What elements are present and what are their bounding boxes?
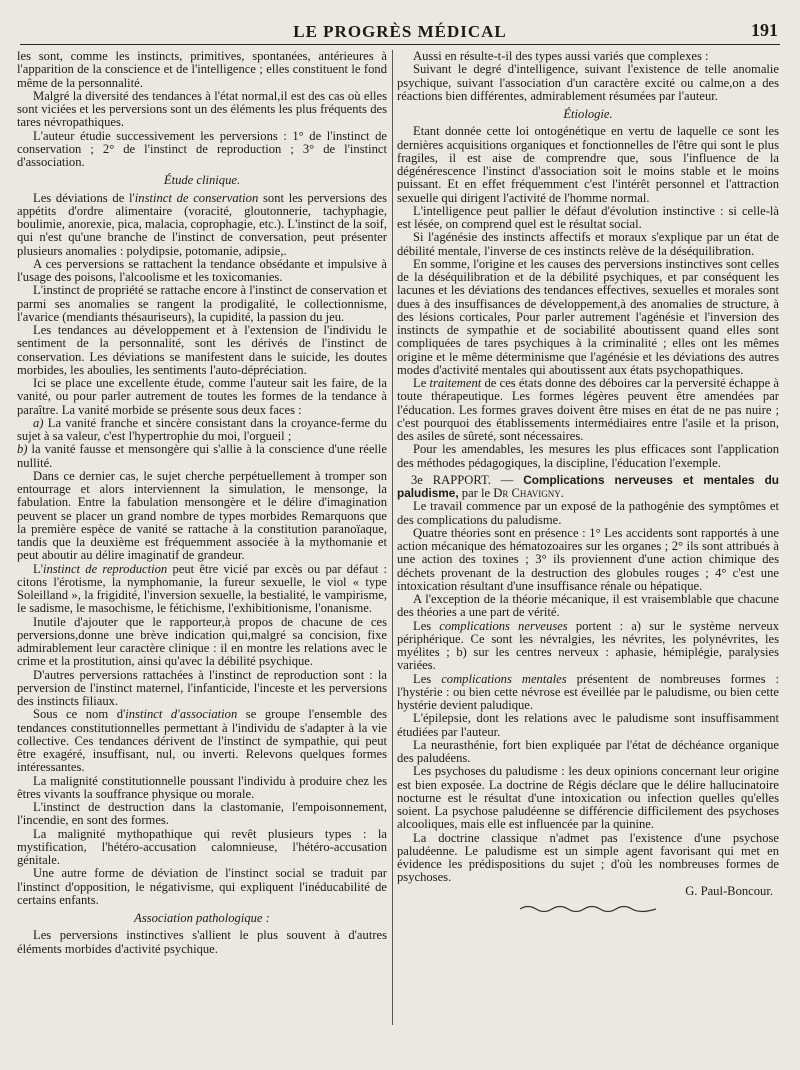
section-heading: Étiologie. bbox=[563, 107, 613, 121]
paragraph: L'auteur étudie successivement les perversions : 1° de l'instinct de conservation ; 2° de l'instinct de reproduction ; 3° de l'instinct d'association. bbox=[17, 128, 387, 169]
paragraph: Si l'agénésie des instincts affectifs et moraux s'explique par un état de débilité mentale, l'inverse de ces instincts relève de la déséquilibration. bbox=[397, 230, 779, 258]
section-heading: Association pathologique : bbox=[134, 911, 270, 925]
paragraph: Une autre forme de déviation de l'instinct social se traduit par l'instinct d'opposition, le négativisme, qui expliquent l'inéducabilité de certains enfants. bbox=[17, 866, 387, 907]
paragraph: L'instinct de propriété se rattache encore à l'instinct de conservation et parmi ses anomalies se rangent la prodigalité, le collectionnisme, l'avarice (mendiants thésauriseurs), la cupidité, la passion du jeu. bbox=[17, 283, 387, 324]
paragraph: Les perversions instinctives s'allient le plus souvent à d'autres éléments morbides d'activité psychique. bbox=[17, 928, 387, 956]
end-flourish bbox=[397, 904, 779, 917]
paragraph: D'autres perversions rattachées à l'instinct de reproduction sont : la perversion de l'instinct maternel, l'infanticide, l'inceste et les perversions des instincts filiaux. bbox=[17, 667, 387, 708]
italic-term: instinct de reproduction bbox=[42, 561, 168, 576]
italic-term: instinct d'association bbox=[125, 707, 238, 722]
paragraph: A l'exception de la théorie mécanique, il est vraisemblable que chacune des théories a une part de vérité. bbox=[397, 592, 779, 620]
page-number: 191 bbox=[751, 20, 778, 40]
paragraph: La malignité constitutionnelle poussant l'individu à produire chez les êtres vivants la souffrance physique ou morale. bbox=[17, 773, 387, 801]
paragraph: La doctrine classique n'admet pas l'existence d'une psychose paludéenne. Le paludisme est un simple agent favorisant qui met en évidence les prédispositions du sujet ; d'où les nombreuses formes de psychoses. bbox=[397, 830, 779, 885]
paragraph: La neurasthénie, fort bien expliquée par l'état de déchéance organique des paludéens. bbox=[397, 737, 779, 765]
report-heading: 3e RAPPORT. — Complications nerveuses et mentales du paludisme, par le Dr Chavigny. bbox=[397, 472, 779, 500]
paragraph: Les complications nerveuses portent : a) sur le système nerveux périphérique. Ce sont les névralgies, les névrites, les polynévrites, les myélites ; b) sur les centres nerveux : aphasie, hémiplégie, paralysies variées. bbox=[397, 618, 779, 673]
report-title: Complications nerveuses et mentales du paludisme, bbox=[397, 472, 779, 500]
paragraph: L'instinct de destruction dans la clastomanie, l'empoisonnement, l'incendie, en sont des formes. bbox=[17, 800, 387, 828]
column-divider bbox=[392, 50, 393, 1025]
paragraph: Les complications mentales présentent de nombreuses formes : l'hystérie : ou bien cette névrose est éveillée par le paludisme, ou bien cette hystérie devient paludique. bbox=[397, 671, 779, 712]
report-author: Dr Chavigny. bbox=[493, 486, 564, 500]
paragraph: L'épilepsie, dont les relations avec le paludisme sont insuffisamment étudiées par l'auteur. bbox=[397, 711, 779, 739]
header-rule bbox=[20, 44, 780, 45]
paragraph: Dans ce dernier cas, le sujet cherche perpétuellement à tromper son entourrage et alors interviennent la simulation, le mensonge, la fabulation. Entre la fabulation mensongère et le délire d'imagination peuvent se placer un grand nombre de types morbides Remarquons que la première espèce de vanité se rattache à la constitution paranoïaque, tandis que la deuxième est fréquemment associée à la mythomanie et peut aboutir au délire imaginatif de grandeur. bbox=[17, 468, 387, 563]
paragraph: L'instinct de reproduction peut être vicié par excès ou par défaut : citons l'érotisme, la nymphomanie, la fureur sexuelle, le viol « type Soleilland », la frigidité, l'inversion sexuelle, la bestialité, le vampirisme, le sadisme, le masochisme, le fétichisme, l'exhibitionisme, l'onanisme. bbox=[17, 561, 387, 616]
paragraph: b) la vanité fausse et mensongère qui s'allie à la conscience d'une réelle nullité. bbox=[17, 442, 387, 470]
left-column bbox=[17, 50, 387, 956]
author-signature: G. Paul-Boncour. bbox=[685, 883, 773, 898]
section-heading: Étude clinique. bbox=[163, 173, 241, 188]
paragraph: a) La vanité franche et sincère consistant dans la croyance-ferme du sujet à sa valeur, c'est l'hypertrophie du moi, l'orgueil ; bbox=[17, 415, 387, 443]
paragraph: Aussi en résulte-t-il des types aussi variés que complexes : bbox=[413, 49, 709, 63]
paragraph: Sous ce nom d'instinct d'association se groupe l'ensemble des tendances constitutionnelles permettant à l'individu de s'adapter à la vie collective. Ces tendances dérivent de l'instinct de sympathie, qui peut être exagéré, insuffisant, nul, ou inverti. Relevons quelques formes intéressantes. bbox=[17, 707, 388, 775]
italic-term: complications nerveuses bbox=[439, 618, 568, 633]
right-column bbox=[397, 50, 779, 917]
italic-term: traitement bbox=[429, 376, 482, 390]
paragraph: Inutile d'ajouter que le rapporteur,à propos de chacune de ces perversions,donne une brève indication qui,malgré sa concision, fixe admirablement leur caractère clinique : il en montre les relations avec le crime et la prostitution, ainsi qu'avec la débilité psychique. bbox=[17, 614, 387, 669]
italic-term: instinct de conservation bbox=[134, 190, 259, 205]
paragraph: les sont, comme les instincts, primitives, spontanées, antérieures à l'apparition de la conscience et de l'intelligence ; elles constituent le fond même de la personnalité. bbox=[17, 49, 387, 90]
paragraph: Ici se place une excellente étude, comme l'auteur sait les faire, de la vanité, ou pour parler autrement de toutes les formes de la tendance à paraître. La vanité morbide se présente sous deux faces : bbox=[17, 376, 387, 417]
paragraph: Les déviations de l'instinct de conservation sont les perversions des appétits d'ordre alimentaire (voracité, gloutonnerie, tachyphagie, boulimie, anorexie, pica, malacia, coprophagie, etc.). L'instinct de la soif, qui n'est qu'une branche de l'instinct de conversation, peut présenter plusieurs anomalies : polydipsie, potomanie, adipsie,. bbox=[17, 190, 387, 258]
paragraph: L'intelligence peut pallier le défaut d'évolution instinctive : si celle-là est lésée, on comprend quel est le résultat social. bbox=[397, 203, 779, 231]
paragraph: Les psychoses du paludisme : les deux opinions concernant leur origine est bien exposée. La doctrine de Régis déclare que le délire hallucinatoire nocturne est le résultat d'une intoxication ou infection quelles qu'elles soient. La psychose paludéenne se différencie difficilement des psychoses alcooliques, mais elle est influencée par la quinine. bbox=[397, 764, 779, 832]
paragraph: Etant donnée cette loi ontogénétique en vertu de laquelle ce sont les dernières acquisitions organiques et fonctionnelles de l'être qui sont le plus fragiles, il est aise de comprendre que, sous l'influence de la dégénérescence l'instinct d'association soit le moins stable et le moins puissant. Et en effet fréquemment c'est l'intérêt personnel et l'attraction sexuelle qui dirigent l'activité de l'homme normal. bbox=[397, 124, 779, 205]
paragraph: Pour les amendables, les mesures les plus efficaces sont l'application des méthodes pédagogiques, la discipline, l'éducation l'exemple. bbox=[397, 442, 779, 470]
paragraph: En somme, l'origine et les causes des perversions instinctives sont celles de la déséquilibration et de la débilité psychiques, et par conséquent les lacunes et les déviations des tendances effectives, sexuelles et morales sont dues à des insuffisances de développement,à des anomalies de structure, à des lésions corticales, Pour parler autrement l'agénésie et l'inversion des instincts de sympathie et de sociabilité aboutissent quand elles sont compliquées de tares psychiques à la criminalité ; elles ont les mêmes origine et le même déterminisme que l'agénésie et les déviations des autres modes d'activité mentales qui aboutissent aux états psychopathiques. bbox=[397, 256, 779, 377]
paragraph: Malgré la diversité des tendances à l'état normal,il est des cas où elles sont viciées et les perversions sont un des éléments les plus fréquents des tares névropathiques. bbox=[17, 88, 387, 130]
paragraph: La malignité mythopathique qui revêt plusieurs types : la mystification, l'hétéro-accusation calomnieuse, l'hétéro-accusation génitale. bbox=[17, 826, 387, 867]
paragraph: Le traitement de ces états donne des déboires car la perversité échappe à toute thérapeutique. Les formes légères peuvent être amendées par l'éducation. Les formes graves doivent être mises en état de ne pas nuire ; c'est pourquoi des établissements intermédiaires entre l'asile et la prison, des asiles de sûreté, sont nécessaires. bbox=[397, 376, 779, 443]
paragraph: Suivant le degré d'intelligence, suivant l'existence de telle anomalie psychique, suivant l'association d'un caractère excité ou calme,on a des réactions bien différentes, admirablement résumées par l'auteur. bbox=[397, 62, 779, 103]
paragraph: Quatre théories sont en présence : 1° Les accidents sont rapportés à une action mécanique des hématozoaires sur les organes ; 2° ils sont attribués à une action des toxines ; 3° ils proviennent d'une action chimique des déchets provenant de la destruction des globules rouges ; 4° c'est une intoxication résultant d'une insuffisance rénale ou hépatique. bbox=[397, 525, 779, 593]
italic-term: b) bbox=[17, 442, 28, 457]
paragraph: Le travail commence par un exposé de la pathogénie des symptômes et des complications du paludisme. bbox=[397, 499, 779, 527]
paragraph: A ces perversions se rattachent la tendance obsédante et impulsive à l'usage des poisons, l'alcoolisme et les toxicomanies. bbox=[17, 256, 387, 284]
page-header bbox=[0, 0, 800, 46]
italic-term: complications mentales bbox=[441, 671, 567, 686]
italic-term: a) bbox=[33, 415, 44, 430]
running-title: LE PROGRÈS MÉDICAL bbox=[293, 22, 507, 41]
paragraph: Les tendances au développement et à l'extension de l'individu le sentiment de la personnalité, sont les dérivés de l'instinct de conservation. Les déviations se manifestent dans le suicide, les doutes morbides, les aboulies, les sentiments l'auto-dépréciation. bbox=[17, 323, 387, 377]
